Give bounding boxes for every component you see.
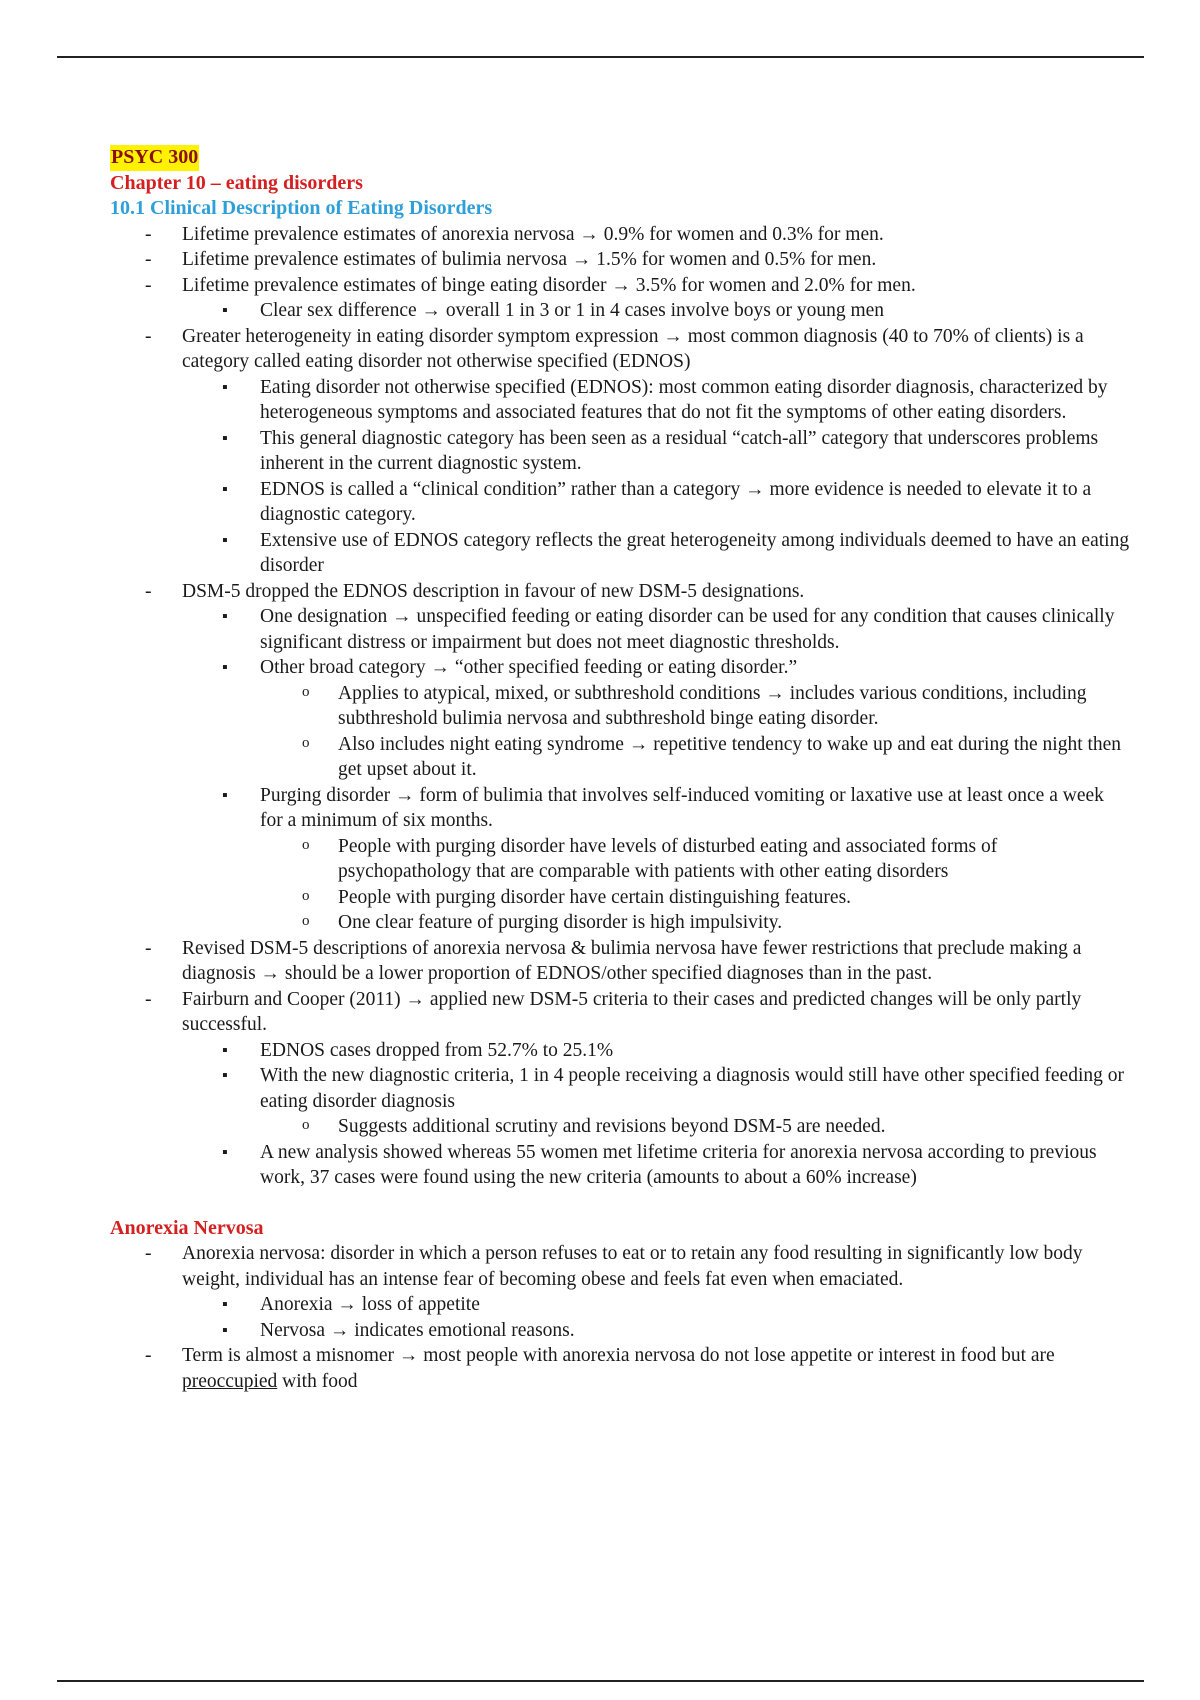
sub-bullet-list	[182, 298, 1130, 324]
list-item: - DSM-5 dropped the EDNOS description in favour of new DSM-5 designations. ▪ One designation → unspecified feeding or eating disorder can be used for any condition that causes clinically significant distress or impairment but does not meet diagnostic thresholds. ▪ Other broad category → “other specified feeding or eating disorder.” o Applies to atypical, mixed, or subthreshold conditions → includes various conditions, including subthreshold bulimia nervosa and subthreshold binge eating disorder. o Also includes night eating syndrome → repetitive tendency to wake up and eat during the night then get upset about it. ▪ Purging disorder → form of bulimia that involves self-induced vomiting or laxative use at least once a week for a minimum of six months. o People with purging disorder have levels of disturbed eating and associated forms of psychopathology that are comparable with patients with other eating disorders o People with purging disorder have certain distinguishing features. o One clear feature of purging disorder is high impulsivity.	[110, 579, 1130, 936]
sub-bullet-list	[182, 604, 1130, 936]
list-item: ▪ Purging disorder → form of bulimia that involves self-induced vomiting or laxative use at least once a week for a minimum of six months. o People with purging disorder have levels of disturbed eating and associated forms of psychopathology that are comparable with patients with other eating disorders o People with purging disorder have certain distinguishing features. o One clear feature of purging disorder is high impulsivity.	[182, 783, 1130, 936]
document-body	[110, 145, 1130, 1394]
bottom-rule	[57, 1680, 1144, 1682]
list-item: o People with purging disorder have certain distinguishing features.	[260, 885, 1130, 911]
list-item: o Applies to atypical, mixed, or subthreshold conditions → includes various conditions, including subthreshold bulimia nervosa and subthreshold binge eating disorder.	[260, 681, 1130, 732]
list-item: ▪ Eating disorder not otherwise specified (EDNOS): most common eating disorder diagnosis, characterized by heterogeneous symptoms and associated features that do not fit the symptoms of other eating disorders.	[182, 375, 1130, 426]
list-item: o Also includes night eating syndrome → repetitive tendency to wake up and eat during the night then get upset about it.	[260, 732, 1130, 783]
list-item: - Fairburn and Cooper (2011) → applied new DSM-5 criteria to their cases and predicted changes will be only partly successful. ▪ EDNOS cases dropped from 52.7% to 25.1% ▪ With the new diagnostic criteria, 1 in 4 people receiving a diagnosis would still have other specified feeding or eating disorder diagnosis o Suggests additional scrutiny and revisions beyond DSM-5 are needed. ▪ A new analysis showed whereas 55 women met lifetime criteria for anorexia nervosa according to previous work, 37 cases were found using the new criteria (amounts to about a 60% increase)	[110, 987, 1130, 1191]
list-item: - Lifetime prevalence estimates of anorexia nervosa → 0.9% for women and 0.3% for men.	[110, 222, 1130, 248]
list-item: - Anorexia nervosa: disorder in which a person refuses to eat or to retain any food resulting in significantly low body weight, individual has an intense fear of becoming obese and feels fat even when emaciated. ▪ Anorexia → loss of appetite ▪ Nervosa → indicates emotional reasons.	[110, 1241, 1130, 1343]
list-item: ▪ Anorexia → loss of appetite	[182, 1292, 1130, 1318]
list-item: o People with purging disorder have levels of disturbed eating and associated forms of psychopathology that are comparable with patients with other eating disorders	[260, 834, 1130, 885]
anorexia-heading: Anorexia Nervosa	[110, 1216, 264, 1239]
list-item: ▪ Nervosa → indicates emotional reasons.	[182, 1318, 1130, 1344]
list-item: - Lifetime prevalence estimates of bulimia nervosa → 1.5% for women and 0.5% for men.	[110, 247, 1130, 273]
anorexia-bullet-list	[110, 1241, 1130, 1394]
sub-bullet-list	[182, 375, 1130, 579]
section-heading: 10.1 Clinical Description of Eating Disorders	[110, 197, 493, 219]
chapter-title: Chapter 10 – eating disorders	[110, 171, 363, 194]
list-item: - Revised DSM-5 descriptions of anorexia nervosa & bulimia nervosa have fewer restrictions that preclude making a diagnosis → should be a lower proportion of EDNOS/other specified diagnoses than in the past.	[110, 936, 1130, 987]
list-item: ▪ Other broad category → “other specified feeding or eating disorder.” o Applies to atypical, mixed, or subthreshold conditions → includes various conditions, including subthreshold bulimia nervosa and subthreshold binge eating disorder. o Also includes night eating syndrome → repetitive tendency to wake up and eat during the night then get upset about it.	[182, 655, 1130, 783]
list-item: - Term is almost a misnomer → most people with anorexia nervosa do not lose appetite or interest in food but are preoccupied with food	[110, 1343, 1130, 1394]
list-item: ▪ EDNOS is called a “clinical condition” rather than a category → more evidence is needed to elevate it to a diagnostic category.	[182, 477, 1130, 528]
course-code: PSYC 300	[110, 145, 199, 171]
list-item: ▪ Clear sex difference → overall 1 in 3 or 1 in 4 cases involve boys or young men	[182, 298, 1130, 324]
sub-sub-bullet-list	[260, 834, 1130, 936]
list-item: ▪ One designation → unspecified feeding or eating disorder can be used for any condition that causes clinically significant distress or impairment but does not meet diagnostic thresholds.	[182, 604, 1130, 655]
course-title	[110, 145, 1130, 171]
sub-bullet-list	[182, 1038, 1130, 1191]
sub-sub-bullet-list	[260, 681, 1130, 783]
list-item: ▪ EDNOS cases dropped from 52.7% to 25.1%	[182, 1038, 1130, 1064]
sub-sub-bullet-list	[260, 1114, 1130, 1140]
list-item: o One clear feature of purging disorder is high impulsivity.	[260, 910, 1130, 936]
list-item: - Lifetime prevalence estimates of binge eating disorder → 3.5% for women and 2.0% for men. ▪ Clear sex difference → overall 1 in 3 or 1 in 4 cases involve boys or young men	[110, 273, 1130, 324]
top-rule	[57, 56, 1144, 58]
underlined-word: preoccupied	[182, 1370, 278, 1392]
sub-bullet-list	[182, 1292, 1130, 1343]
list-item: ▪ A new analysis showed whereas 55 women met lifetime criteria for anorexia nervosa according to previous work, 37 cases were found using the new criteria (amounts to about a 60% increase)	[182, 1140, 1130, 1191]
list-item: ▪ This general diagnostic category has been seen as a residual “catch-all” category that underscores problems inherent in the current diagnostic system.	[182, 426, 1130, 477]
list-item: - Greater heterogeneity in eating disorder symptom expression → most common diagnosis (40 to 70% of clients) is a category called eating disorder not otherwise specified (EDNOS) ▪ Eating disorder not otherwise specified (EDNOS): most common eating disorder diagnosis, characterized by heterogeneous symptoms and associated features that do not fit the symptoms of other eating disorders. ▪ This general diagnostic category has been seen as a residual “catch-all” category that underscores problems inherent in the current diagnostic system. ▪ EDNOS is called a “clinical condition” rather than a category → more evidence is needed to elevate it to a diagnostic category. ▪ Extensive use of EDNOS category reflects the great heterogeneity among individuals deemed to have an eating disorder	[110, 324, 1130, 579]
list-item: ▪ With the new diagnostic criteria, 1 in 4 people receiving a diagnosis would still have other specified feeding or eating disorder diagnosis o Suggests additional scrutiny and revisions beyond DSM-5 are needed.	[182, 1063, 1130, 1140]
section-bullet-list	[110, 222, 1130, 1191]
list-item: ▪ Extensive use of EDNOS category reflects the great heterogeneity among individuals deemed to have an eating disorder	[182, 528, 1130, 579]
list-item: o Suggests additional scrutiny and revisions beyond DSM-5 are needed.	[260, 1114, 1130, 1140]
